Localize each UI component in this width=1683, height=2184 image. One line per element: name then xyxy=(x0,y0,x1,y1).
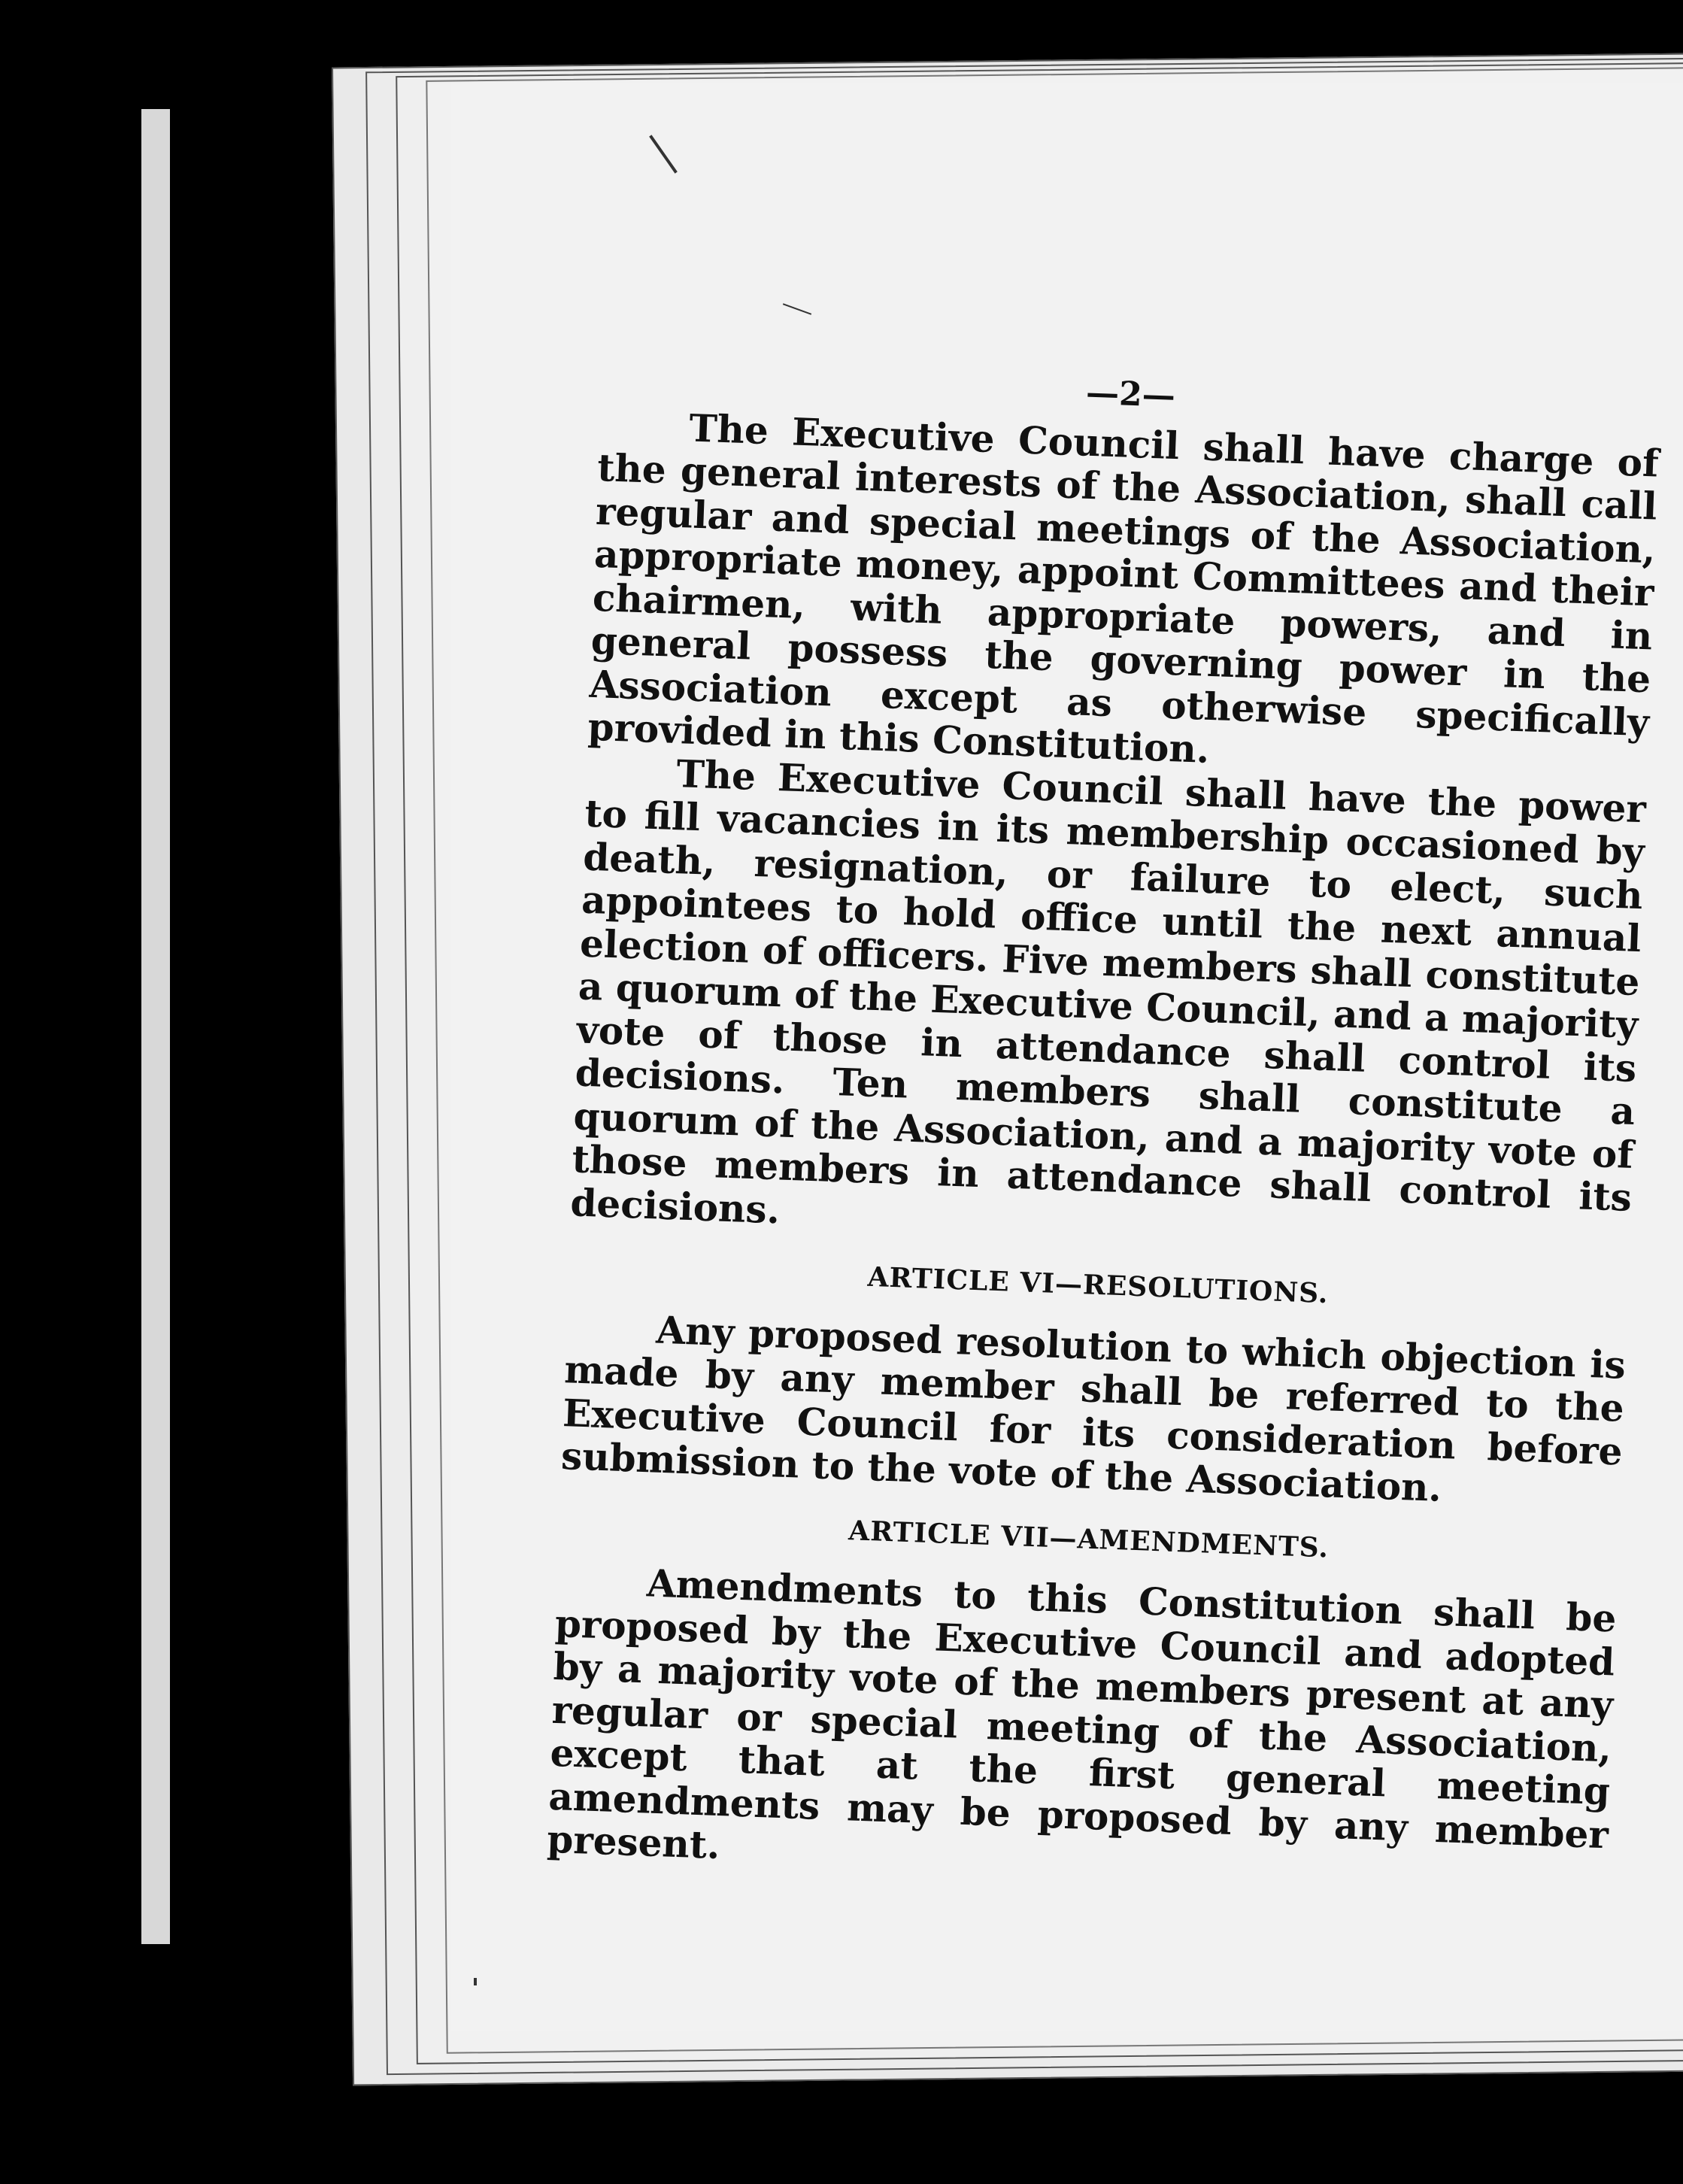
page-edge-strip xyxy=(141,109,170,1944)
article-vi-heading: ARTICLE VI—RESOLUTIONS. xyxy=(866,1260,1330,1310)
article-vii-text: Amendments to this Constitution shall be proposed by the Executive Council and adopted by a majority vote of the members present at any regular or special meeting of the Association, except that at the first general meeting amendments may be proposed by any member present. xyxy=(546,1561,1618,1868)
paragraph: The Executive Council shall have charge of the general interests of the Association, shall call regular and special meetings of the Association, appropriate money, appoint Committees and their chairmen, with appropriate powers, and in general possess the governing power in the Association except as otherwise specifically provided in this Constitution. xyxy=(587,405,1660,772)
document-text xyxy=(547,353,1662,1900)
paragraph: The Executive Council shall have the power to fill vacancies in its membership occasioned by death, resignation, or failure to elect, such appointees to hold office until the next annual election of officers. Five members shall constitute a quorum of the Executive Council, and a majority vote of those in attendance shall control its decisions. Ten members shall constitute a quorum of the Association, and a majority vote of those members in attendance shall control its decisions. xyxy=(569,751,1647,1232)
page-number: —2— xyxy=(1085,373,1176,415)
article-vii-heading: ARTICLE VII—AMENDMENTS. xyxy=(848,1514,1330,1564)
article-vi-text: Any proposed resolution to which objection is made by any member shall be referred to the Executive Council for its consideration before submission to the vote of the Association. xyxy=(560,1307,1627,1510)
scan-speck xyxy=(474,1978,477,1985)
